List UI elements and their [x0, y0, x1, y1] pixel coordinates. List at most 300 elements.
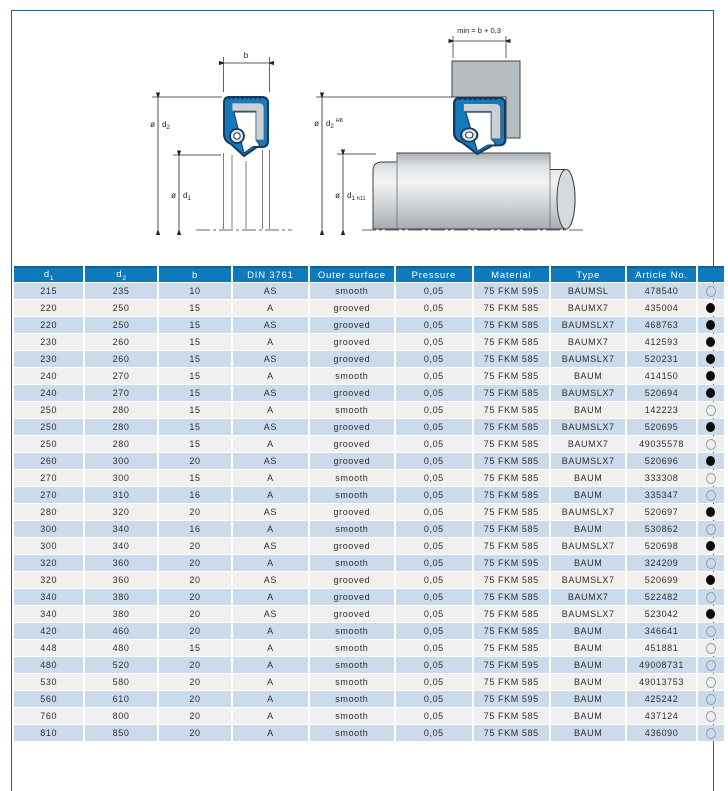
cell-d2: 260 [85, 334, 156, 350]
cell-d2: 280 [85, 419, 156, 435]
cell-type: BAUM [551, 623, 625, 639]
cell-type: BAUMX7 [551, 334, 625, 350]
cell-type: BAUMSLX7 [551, 385, 625, 401]
cell-material: 75 FKM 595 [474, 283, 549, 299]
shaft [373, 153, 575, 229]
cell-availability [698, 623, 724, 639]
cell-type: BAUM [551, 521, 625, 537]
cell-article-no: 468763 [627, 317, 695, 333]
cell-pressure: 0,05 [396, 640, 471, 656]
cell-b: 20 [159, 725, 231, 741]
availability-dot-open [706, 626, 716, 637]
cell-material: 75 FKM 585 [474, 317, 549, 333]
dim-label-d1-sign: ø [171, 191, 176, 200]
cell-availability [698, 657, 724, 673]
cell-b: 15 [159, 470, 231, 486]
cell-b: 20 [159, 453, 231, 469]
cell-availability [698, 317, 724, 333]
cell-outer-surface: smooth [310, 691, 394, 707]
cell-pressure: 0,05 [396, 317, 471, 333]
cell-article-no: 520231 [627, 351, 695, 367]
cell-d1: 300 [14, 538, 83, 554]
cell-type: BAUMSLX7 [551, 572, 625, 588]
cell-availability [698, 674, 724, 690]
cell-outer-surface: grooved [310, 436, 394, 452]
cell-pressure: 0,05 [396, 589, 471, 605]
cell-type: BAUMSLX7 [551, 504, 625, 520]
cell-article-no: 435004 [627, 300, 695, 316]
cell-type: BAUM [551, 725, 625, 741]
cell-type: BAUM [551, 691, 625, 707]
cell-type: BAUMSLX7 [551, 453, 625, 469]
cell-d1: 240 [14, 385, 83, 401]
table-row [14, 317, 724, 333]
cell-d1: 270 [14, 487, 83, 503]
cell-d1: 560 [14, 691, 83, 707]
dim-label-d1: $d_1$ [183, 191, 191, 202]
column-header-type: Type [551, 266, 625, 282]
cell-d2: 235 [85, 283, 156, 299]
cell-material: 75 FKM 585 [474, 487, 549, 503]
cell-article-no: 520697 [627, 504, 695, 520]
cell-din: AS [233, 538, 307, 554]
cell-d2: 610 [85, 691, 156, 707]
cell-pressure: 0,05 [396, 385, 471, 401]
cell-d2: 580 [85, 674, 156, 690]
cell-d2: 270 [85, 368, 156, 384]
cell-din: A [233, 402, 307, 418]
table-row [14, 368, 724, 384]
cell-outer-surface: smooth [310, 470, 394, 486]
availability-dot-filled [706, 303, 715, 313]
cell-din: A [233, 555, 307, 571]
column-header-article-no: Article No. [627, 266, 695, 282]
cell-d2: 280 [85, 402, 156, 418]
cell-type: BAUM [551, 708, 625, 724]
cell-din: AS [233, 453, 307, 469]
cell-type: BAUMX7 [551, 589, 625, 605]
cell-d1: 220 [14, 300, 83, 316]
cell-availability [698, 453, 724, 469]
seal-view [150, 51, 292, 230]
cell-availability [698, 589, 724, 605]
cell-article-no: 412593 [627, 334, 695, 350]
cell-article-no: 520694 [627, 385, 695, 401]
cell-d1: 320 [14, 572, 83, 588]
cell-din: AS [233, 572, 307, 588]
cell-material: 75 FKM 585 [474, 504, 549, 520]
availability-dot-filled [706, 575, 715, 585]
cell-pressure: 0,05 [396, 402, 471, 418]
cell-type: BAUM [551, 470, 625, 486]
dim-label-min-depth: min = b + 0,3 [457, 26, 501, 35]
cell-type: BAUMX7 [551, 436, 625, 452]
cell-material: 75 FKM 585 [474, 351, 549, 367]
cell-material: 75 FKM 585 [474, 725, 549, 741]
cell-article-no: 530862 [627, 521, 695, 537]
dim-label-d2: $d_2$ [162, 120, 170, 131]
cell-b: 16 [159, 487, 231, 503]
cell-d2: 280 [85, 436, 156, 452]
cell-b: 16 [159, 521, 231, 537]
cell-material: 75 FKM 585 [474, 589, 549, 605]
availability-dot-filled [706, 337, 715, 347]
cell-b: 15 [159, 419, 231, 435]
cell-d2: 520 [85, 657, 156, 673]
cell-d1: 270 [14, 470, 83, 486]
cell-b: 10 [159, 283, 231, 299]
cell-pressure: 0,05 [396, 453, 471, 469]
cell-material: 75 FKM 595 [474, 691, 549, 707]
table-row [14, 402, 724, 418]
cell-material: 75 FKM 585 [474, 623, 549, 639]
cell-outer-surface: smooth [310, 368, 394, 384]
cell-b: 15 [159, 368, 231, 384]
cell-d1: 250 [14, 419, 83, 435]
cell-article-no: 436090 [627, 725, 695, 741]
cell-d2: 480 [85, 640, 156, 656]
cell-outer-surface: grooved [310, 419, 394, 435]
cell-b: 15 [159, 334, 231, 350]
cell-article-no: 346641 [627, 623, 695, 639]
cell-din: A [233, 674, 307, 690]
cell-pressure: 0,05 [396, 538, 471, 554]
cell-d2: 250 [85, 317, 156, 333]
table-row [14, 521, 724, 537]
cell-type: BAUMSLX7 [551, 606, 625, 622]
cell-material: 75 FKM 595 [474, 555, 549, 571]
cell-pressure: 0,05 [396, 521, 471, 537]
cell-outer-surface: smooth [310, 640, 394, 656]
cell-material: 75 FKM 585 [474, 470, 549, 486]
cell-b: 15 [159, 436, 231, 452]
cell-d1: 260 [14, 453, 83, 469]
dim-label-b: b [243, 51, 249, 60]
cell-material: 75 FKM 585 [474, 606, 549, 622]
cell-d2: 380 [85, 606, 156, 622]
cell-article-no: 335347 [627, 487, 695, 503]
cell-din: AS [233, 504, 307, 520]
cell-availability [698, 555, 724, 571]
cell-d1: 300 [14, 521, 83, 537]
cell-article-no: 520696 [627, 453, 695, 469]
cell-outer-surface: smooth [310, 487, 394, 503]
table-row [14, 640, 724, 656]
table-row [14, 725, 724, 741]
cell-outer-surface: smooth [310, 725, 394, 741]
cell-din: AS [233, 606, 307, 622]
cell-b: 15 [159, 385, 231, 401]
cell-availability [698, 691, 724, 707]
cell-availability [698, 419, 724, 435]
cell-availability [698, 487, 724, 503]
cell-din: A [233, 657, 307, 673]
table-row [14, 589, 724, 605]
cell-article-no: 451881 [627, 640, 695, 656]
cell-outer-surface: grooved [310, 606, 394, 622]
table-row [14, 436, 724, 452]
cell-b: 20 [159, 555, 231, 571]
seal-cross-section-mounted [454, 98, 505, 154]
table-row [14, 606, 724, 622]
cell-d2: 310 [85, 487, 156, 503]
cell-article-no: 142223 [627, 402, 695, 418]
cell-article-no: 324209 [627, 555, 695, 571]
cell-material: 75 FKM 595 [474, 657, 549, 673]
cell-availability [698, 351, 724, 367]
technical-drawing [0, 0, 728, 262]
cell-d2: 800 [85, 708, 156, 724]
cell-outer-surface: grooved [310, 504, 394, 520]
cell-type: BAUMSLX7 [551, 538, 625, 554]
availability-dot-filled [706, 541, 715, 551]
cell-outer-surface: grooved [310, 572, 394, 588]
cell-din: AS [233, 351, 307, 367]
cell-article-no: 520695 [627, 419, 695, 435]
availability-dot-filled [706, 609, 715, 619]
cell-d1: 250 [14, 402, 83, 418]
cell-din: A [233, 708, 307, 724]
cell-material: 75 FKM 585 [474, 708, 549, 724]
cell-din: A [233, 725, 307, 741]
cell-outer-surface: smooth [310, 402, 394, 418]
availability-dot-filled [706, 371, 715, 381]
cell-d2: 300 [85, 470, 156, 486]
cell-d1: 220 [14, 317, 83, 333]
cell-d2: 320 [85, 504, 156, 520]
table-row [14, 300, 724, 316]
table-row [14, 623, 724, 639]
cell-outer-surface: grooved [310, 538, 394, 554]
size-table [12, 265, 726, 742]
cell-availability [698, 521, 724, 537]
cell-material: 75 FKM 585 [474, 300, 549, 316]
dim-label-d1-mounted: $d_1$ h11 [347, 191, 366, 202]
cell-availability [698, 385, 724, 401]
cell-availability [698, 368, 724, 384]
cell-outer-surface: grooved [310, 300, 394, 316]
cell-pressure: 0,05 [396, 572, 471, 588]
cell-pressure: 0,05 [396, 674, 471, 690]
availability-dot-open [706, 558, 716, 569]
cell-article-no: 425242 [627, 691, 695, 707]
cell-d2: 340 [85, 521, 156, 537]
cell-pressure: 0,05 [396, 351, 471, 367]
table-row [14, 555, 724, 571]
cell-d2: 300 [85, 453, 156, 469]
cell-type: BAUM [551, 487, 625, 503]
cell-din: AS [233, 419, 307, 435]
cell-b: 20 [159, 674, 231, 690]
cell-d1: 250 [14, 436, 83, 452]
cell-din: A [233, 470, 307, 486]
availability-dot-filled [706, 320, 715, 330]
cell-article-no: 478540 [627, 283, 695, 299]
cell-outer-surface: smooth [310, 674, 394, 690]
table-row [14, 470, 724, 486]
cell-d2: 260 [85, 351, 156, 367]
cell-outer-surface: smooth [310, 555, 394, 571]
table-row [14, 538, 724, 554]
availability-dot-open [706, 473, 716, 484]
cell-material: 75 FKM 585 [474, 640, 549, 656]
cell-d1: 320 [14, 555, 83, 571]
table-row [14, 283, 724, 299]
cell-d1: 448 [14, 640, 83, 656]
cell-d1: 240 [14, 368, 83, 384]
cell-availability [698, 504, 724, 520]
cell-din: A [233, 589, 307, 605]
cell-availability [698, 300, 724, 316]
cell-din: A [233, 334, 307, 350]
table-row [14, 385, 724, 401]
cell-d2: 850 [85, 725, 156, 741]
cell-pressure: 0,05 [396, 436, 471, 452]
availability-dot-filled [706, 388, 715, 398]
column-header-outer-surface: Outer surface [310, 266, 394, 282]
availability-dot-open [706, 405, 716, 416]
column-header-pressure: Pressure [396, 266, 471, 282]
cell-d1: 810 [14, 725, 83, 741]
column-header-din: DIN 3761 [233, 266, 307, 282]
availability-dot-open [706, 677, 716, 688]
availability-dot-filled [706, 507, 715, 517]
cell-din: A [233, 623, 307, 639]
cell-din: A [233, 487, 307, 503]
cell-article-no: 520699 [627, 572, 695, 588]
cell-availability [698, 606, 724, 622]
cell-b: 20 [159, 623, 231, 639]
cell-material: 75 FKM 585 [474, 385, 549, 401]
mounted-view [314, 26, 586, 230]
cell-material: 75 FKM 585 [474, 521, 549, 537]
cell-b: 20 [159, 708, 231, 724]
availability-dot-open [706, 711, 716, 722]
cell-d2: 270 [85, 385, 156, 401]
cell-article-no: 49035578 [627, 436, 695, 452]
availability-dot-filled [706, 354, 715, 364]
dim-label-d2-mounted-sign: ø [314, 119, 319, 128]
cell-material: 75 FKM 585 [474, 436, 549, 452]
cell-pressure: 0,05 [396, 691, 471, 707]
cell-d1: 340 [14, 606, 83, 622]
cell-d1: 480 [14, 657, 83, 673]
cell-b: 15 [159, 300, 231, 316]
cell-article-no: 523042 [627, 606, 695, 622]
availability-dot-open [706, 524, 716, 535]
cell-outer-surface: grooved [310, 334, 394, 350]
cell-din: A [233, 521, 307, 537]
cell-outer-surface: smooth [310, 657, 394, 673]
cell-material: 75 FKM 585 [474, 572, 549, 588]
cell-outer-surface: smooth [310, 521, 394, 537]
table-row [14, 708, 724, 724]
cell-d1: 230 [14, 351, 83, 367]
cell-article-no: 520698 [627, 538, 695, 554]
cell-pressure: 0,05 [396, 657, 471, 673]
cell-pressure: 0,05 [396, 606, 471, 622]
table-row [14, 674, 724, 690]
cell-din: AS [233, 283, 307, 299]
cell-article-no: 437124 [627, 708, 695, 724]
cell-d2: 360 [85, 555, 156, 571]
cell-din: A [233, 300, 307, 316]
dim-label-d2-mounted: $d_2^{H8}$ [326, 118, 343, 130]
cell-type: BAUM [551, 657, 625, 673]
cell-d1: 280 [14, 504, 83, 520]
cell-type: BAUMSL [551, 283, 625, 299]
cell-availability [698, 708, 724, 724]
availability-dot-filled [706, 456, 715, 466]
availability-dot-open [706, 439, 716, 450]
column-header-d2: $d_2$ [85, 266, 156, 282]
cell-availability [698, 725, 724, 741]
cell-type: BAUM [551, 402, 625, 418]
table-row [14, 453, 724, 469]
cell-din: A [233, 640, 307, 656]
cell-article-no: 333308 [627, 470, 695, 486]
cell-b: 20 [159, 691, 231, 707]
column-header-b: b [159, 266, 231, 282]
cell-d2: 250 [85, 300, 156, 316]
cell-pressure: 0,05 [396, 555, 471, 571]
cell-b: 20 [159, 572, 231, 588]
column-header-material: Material [474, 266, 549, 282]
cell-pressure: 0,05 [396, 708, 471, 724]
cell-material: 75 FKM 585 [474, 674, 549, 690]
cell-b: 15 [159, 640, 231, 656]
cell-availability [698, 572, 724, 588]
cell-b: 15 [159, 402, 231, 418]
cell-pressure: 0,05 [396, 487, 471, 503]
cell-article-no: 49013753 [627, 674, 695, 690]
shaft-end-face [557, 170, 575, 230]
cell-d1: 230 [14, 334, 83, 350]
cell-outer-surface: smooth [310, 623, 394, 639]
cell-article-no: 49008731 [627, 657, 695, 673]
cell-d1: 215 [14, 283, 83, 299]
cell-material: 75 FKM 585 [474, 419, 549, 435]
cell-outer-surface: smooth [310, 708, 394, 724]
cell-type: BAUMX7 [551, 300, 625, 316]
cell-availability [698, 436, 724, 452]
table-row [14, 691, 724, 707]
cell-pressure: 0,05 [396, 623, 471, 639]
cell-article-no: 522482 [627, 589, 695, 605]
availability-dot-open [706, 592, 716, 603]
cell-b: 15 [159, 351, 231, 367]
cell-type: BAUMSLX7 [551, 351, 625, 367]
cell-b: 20 [159, 538, 231, 554]
availability-dot-open [706, 660, 716, 671]
cell-article-no: 414150 [627, 368, 695, 384]
availability-dot-open [706, 728, 716, 739]
cell-pressure: 0,05 [396, 300, 471, 316]
table-row [14, 572, 724, 588]
cell-din: AS [233, 317, 307, 333]
availability-dot-open [706, 286, 716, 297]
cell-availability [698, 538, 724, 554]
table-row [14, 504, 724, 520]
cell-availability [698, 402, 724, 418]
cell-availability [698, 334, 724, 350]
cell-d2: 380 [85, 589, 156, 605]
cell-type: BAUMSLX7 [551, 317, 625, 333]
cell-din: A [233, 691, 307, 707]
cell-availability [698, 283, 724, 299]
cell-din: A [233, 368, 307, 384]
cell-material: 75 FKM 585 [474, 453, 549, 469]
